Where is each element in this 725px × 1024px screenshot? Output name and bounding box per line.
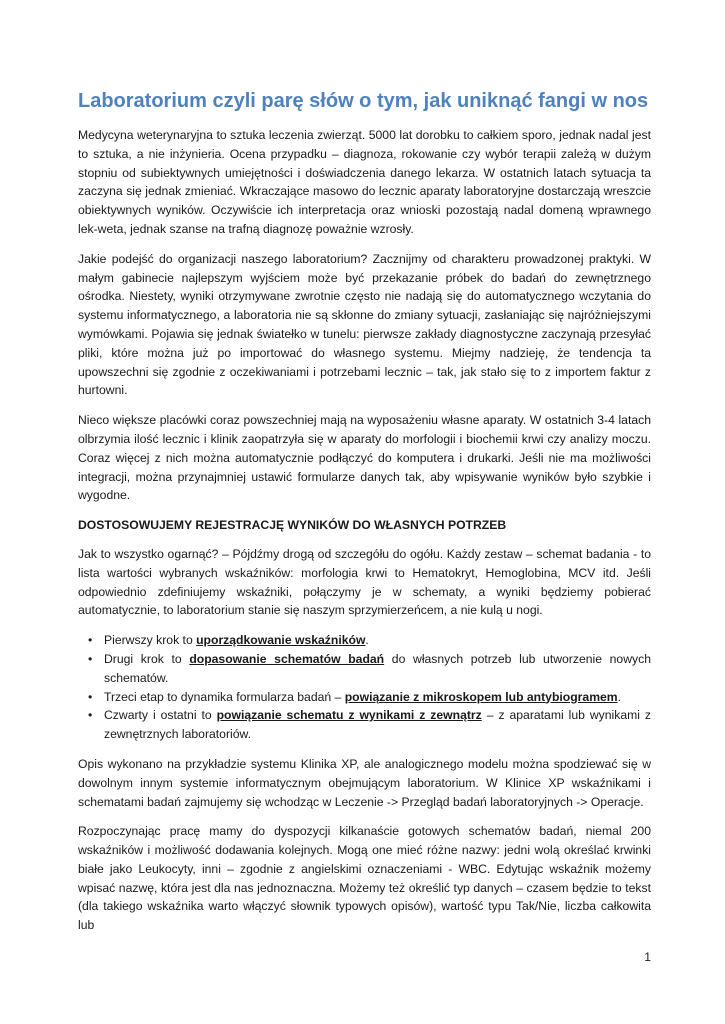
paragraph-klinika-xp: Opis wykonano na przykładzie systemu Klinika XP, ale analogicznego modelu można spodziewać się w dowolnym innym systemie informatycznym obejmującym laboratorium. W Klinice XP wskaźnikami i schematami badań zajmujemy się wchodząc w Leczenie -> Przegląd badań laboratoryjnych -> Operacje. xyxy=(78,756,651,809)
bullet-icon: • xyxy=(88,708,93,723)
paragraph-indicators: Rozpoczynając pracę mamy do dyspozycji kilkanaście gotowych schematów badań, niemal 200 wskaźników i możliwość dodawania kolejnych. Mogą one mieć różne nazwy: jedni wolą określać krwinki białe jako Leukocyty, inni – zgodnie z angielskimi oznaczeniami - WBC. Edytując wskaźnik możemy wpisać nazwę, która jest dla nas jednoznaczna. Możemy też określić typ danych – czasem będzie to tekst (dla takiego wskaźnika warto włączyć słownik typowych opisów), wartość typu Tak/Nie, liczba całkowita lub xyxy=(78,824,651,933)
paragraph-lab-organization: Jakie podejść do organizacji naszego laboratorium? Zacznijmy od charakteru prowadzonej praktyki. W małym gabinecie najlepszym wyjściem może być przekazanie próbek do badań do zewnętrznego ośrodka. Niestety, wyniki otrzymywane zwrotnie często nie nadają się do automatycznego wczytania do systemu informatycznego, a laboratoria nie są skłonne do zmiany sytuacji, zasłaniając się najróżniejszymi wymówkami. Pojawia się jednak światełko w tunelu: pierwsze zakłady diagnostyczne zaczynają przesyłać pliki, które można już po importować do własnego systemu. Miejmy nadzieję, że tendencja ta upowszechni się zgodnie z oczekiwaniami i potrzebami lecznic – tak, jak stało się to z importem faktur z hurtowni. xyxy=(78,251,651,398)
bullet-icon: • xyxy=(88,689,93,704)
link-microscope[interactable]: powiązanie z mikroskopem lub antybiogramem xyxy=(344,689,618,704)
list-item-text: Czwarty i ostatni to xyxy=(104,708,217,723)
bullet-icon: • xyxy=(88,651,93,666)
bullet-icon: • xyxy=(88,633,93,648)
list-item-text: . xyxy=(617,689,622,704)
list-item xyxy=(78,631,651,650)
page-number: 1 xyxy=(644,950,651,964)
document-body xyxy=(78,126,651,946)
list-item-text: Drugi krok to xyxy=(104,651,190,666)
document-title: Laboratorium czyli parę słów o tym, jak uniknąć fangi w nos xyxy=(78,90,649,112)
list-item-text: – z aparatami lub wynikami z zewnętrznych laboratoriów. xyxy=(104,708,652,742)
paragraph-own-devices: Nieco większe placówki coraz powszechniej mają na wyposażeniu własne aparaty. W ostatnich 3-4 latach olbrzymia ilość lecznic i klinik zaopatrzyła się w aparaty do morfologii i biochemii krwi czy analizy moczu. Coraz więcej z nich można automatycznie podłączyć do komputera i drukarki. Jeśli nie ma możliwości integracji, można przynajmniej ustawić formularze danych tak, aby wpisywanie wyników było szybkie i wygodne. xyxy=(78,413,651,503)
link-external-results[interactable]: powiązanie schematu z wynikami z zewnątrz xyxy=(216,708,482,723)
list-item xyxy=(78,650,651,688)
list-item xyxy=(78,706,651,744)
list-item xyxy=(78,688,651,707)
list-item-text: do własnych potrzeb lub utworzenie nowych schematów. xyxy=(104,651,651,685)
link-schemas[interactable]: dopasowanie schematów badań xyxy=(189,651,385,666)
list-item-text: . xyxy=(365,633,369,648)
document-page xyxy=(78,0,651,1024)
section-heading: DOSTOSOWUJEMY REJESTRACJĘ WYNIKÓW DO WŁASNYCH POTRZEB xyxy=(78,518,507,533)
steps-list xyxy=(78,631,651,744)
paragraph-intro: Medycyna weterynaryjna to sztuka leczenia zwierząt. 5000 lat dorobku to całkiem sporo, jednak nadal jest to sztuka, a nie inżynieria. Ocena przypadku – diagnoza, rokowanie czy wybór terapii zależą w dużym stopniu od subiektywnych umiejętności i doświadczenia danego lekarza. W ostatnich latach sytuacja ta zaczyna się jednak zmieniać. Wkraczające masowo do lecznic aparaty laboratoryjne dostarczają wreszcie obiektywnych wyników. Oczywiście ich interpretacja oraz wnioski pozostają nadal domeną wprawnego lek-weta, jednak szanse na trafną diagnozę poważnie wzrosły. xyxy=(78,128,651,236)
paragraph-section-intro: Jak to wszystko ogarnąć? – Pójdźmy drogą od szczegółu do ogółu. Każdy zestaw – schemat badania - to lista wartości wybranych wskaźników: morfologia krwi to Hematokryt, Hemoglobina, MCV itd. Jeśli odpowiednio zdefiniujemy wskaźniki, połączymy je w schematy, a wyniki będziemy pobierać automatycznie, to laboratorium stanie się naszym sprzymierzeńcem, a nie kulą u nogi. xyxy=(78,546,651,618)
list-item-text: Trzeci etap to dynamika formularza badań – xyxy=(104,689,345,704)
list-item-text: Pierwszy krok to xyxy=(104,633,197,648)
link-indicators[interactable]: uporządkowanie wskaźników xyxy=(196,633,366,648)
